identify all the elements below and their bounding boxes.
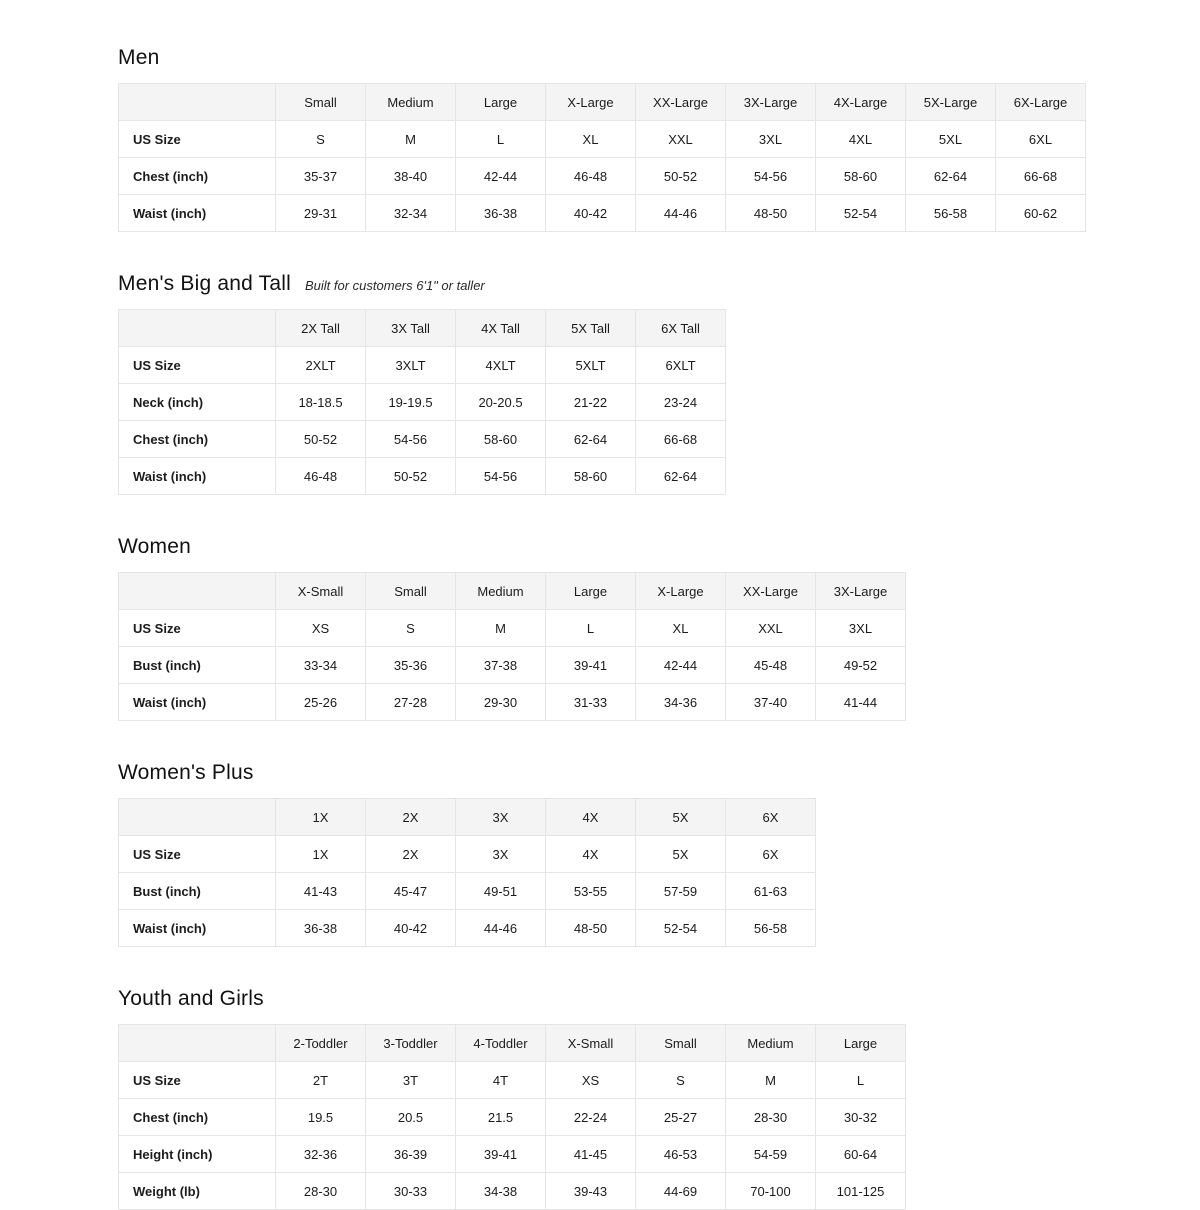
size-value-cell: 4T [456, 1062, 546, 1099]
row-label: Waist (inch) [119, 684, 276, 721]
size-value-cell: 3T [366, 1062, 456, 1099]
column-header: XX-Large [726, 573, 816, 610]
row-label: Chest (inch) [119, 421, 276, 458]
size-value-cell: S [366, 610, 456, 647]
size-value-cell: 37-38 [456, 647, 546, 684]
size-value-cell: 2T [276, 1062, 366, 1099]
size-value-cell: 44-46 [456, 910, 546, 947]
size-value-cell: S [276, 121, 366, 158]
row-label: Waist (inch) [119, 910, 276, 947]
column-header: X-Small [276, 573, 366, 610]
size-value-cell: 4XL [816, 121, 906, 158]
row-label: Bust (inch) [119, 873, 276, 910]
size-value-cell: 2XLT [276, 347, 366, 384]
column-header: 5X-Large [906, 84, 996, 121]
size-value-cell: 3XL [726, 121, 816, 158]
size-value-cell: 48-50 [546, 910, 636, 947]
column-header: 5X [636, 799, 726, 836]
section-title-row [118, 272, 1200, 296]
size-value-cell: 60-62 [996, 195, 1086, 232]
header-corner-cell [119, 573, 276, 610]
size-table [118, 572, 906, 721]
size-value-cell: 66-68 [996, 158, 1086, 195]
size-value-cell: 36-38 [456, 195, 546, 232]
size-value-cell: 61-63 [726, 873, 816, 910]
row-label: Bust (inch) [119, 647, 276, 684]
row-label: US Size [119, 347, 276, 384]
size-value-cell: 56-58 [726, 910, 816, 947]
table-row [119, 158, 1086, 195]
section-subtitle: Built for customers 6'1" or taller [304, 278, 485, 293]
size-value-cell: 57-59 [636, 873, 726, 910]
header-row [119, 84, 1086, 121]
column-header: 1X [276, 799, 366, 836]
column-header: X-Large [636, 573, 726, 610]
row-label: Chest (inch) [119, 158, 276, 195]
column-header: Large [816, 1025, 906, 1062]
size-table [118, 1024, 906, 1210]
size-value-cell: 54-56 [366, 421, 456, 458]
header-corner-cell [119, 84, 276, 121]
header-corner-cell [119, 310, 276, 347]
column-header: Small [276, 84, 366, 121]
size-value-cell: 6XLT [636, 347, 726, 384]
column-header: Medium [456, 573, 546, 610]
size-value-cell: 46-48 [276, 458, 366, 495]
size-value-cell: 39-41 [456, 1136, 546, 1173]
section-title-row [118, 987, 1200, 1011]
row-label: Waist (inch) [119, 195, 276, 232]
size-value-cell: 34-36 [636, 684, 726, 721]
size-value-cell: 70-100 [726, 1173, 816, 1210]
table-row [119, 684, 906, 721]
column-header: 2-Toddler [276, 1025, 366, 1062]
size-value-cell: 50-52 [366, 458, 456, 495]
size-value-cell: 39-43 [546, 1173, 636, 1210]
size-table [118, 83, 1086, 232]
size-value-cell: 54-56 [456, 458, 546, 495]
column-header: 2X Tall [276, 310, 366, 347]
row-label: Neck (inch) [119, 384, 276, 421]
size-value-cell: 52-54 [816, 195, 906, 232]
size-value-cell: 30-32 [816, 1099, 906, 1136]
size-value-cell: XXL [636, 121, 726, 158]
size-value-cell: 27-28 [366, 684, 456, 721]
size-value-cell: 50-52 [276, 421, 366, 458]
table-row [119, 610, 906, 647]
table-row [119, 421, 726, 458]
table-row [119, 1062, 906, 1099]
size-value-cell: 3XLT [366, 347, 456, 384]
size-value-cell: 42-44 [456, 158, 546, 195]
table-row [119, 458, 726, 495]
size-value-cell: 46-48 [546, 158, 636, 195]
column-header: 3-Toddler [366, 1025, 456, 1062]
row-label: Chest (inch) [119, 1099, 276, 1136]
size-value-cell: 25-27 [636, 1099, 726, 1136]
size-value-cell: 21-22 [546, 384, 636, 421]
row-label: US Size [119, 610, 276, 647]
size-value-cell: 49-51 [456, 873, 546, 910]
size-value-cell: L [816, 1062, 906, 1099]
size-value-cell: 3XL [816, 610, 906, 647]
column-header: Small [636, 1025, 726, 1062]
column-header: 2X [366, 799, 456, 836]
size-value-cell: 53-55 [546, 873, 636, 910]
size-value-cell: 32-34 [366, 195, 456, 232]
column-header: 4X-Large [816, 84, 906, 121]
size-value-cell: 45-47 [366, 873, 456, 910]
table-row [119, 647, 906, 684]
size-table [118, 798, 816, 947]
size-value-cell: 5XLT [546, 347, 636, 384]
header-corner-cell [119, 1025, 276, 1062]
size-value-cell: 22-24 [546, 1099, 636, 1136]
table-row [119, 1136, 906, 1173]
size-value-cell: 6XL [996, 121, 1086, 158]
column-header: 4-Toddler [456, 1025, 546, 1062]
size-value-cell: 33-34 [276, 647, 366, 684]
size-value-cell: 2X [366, 836, 456, 873]
size-value-cell: 56-58 [906, 195, 996, 232]
size-value-cell: 18-18.5 [276, 384, 366, 421]
size-chart-section [118, 761, 1200, 947]
size-value-cell: 29-31 [276, 195, 366, 232]
size-value-cell: 41-43 [276, 873, 366, 910]
size-value-cell: 20.5 [366, 1099, 456, 1136]
size-value-cell: 45-48 [726, 647, 816, 684]
size-value-cell: L [456, 121, 546, 158]
column-header: Medium [726, 1025, 816, 1062]
table-row [119, 873, 816, 910]
size-value-cell: 38-40 [366, 158, 456, 195]
size-value-cell: 50-52 [636, 158, 726, 195]
table-row [119, 910, 816, 947]
size-value-cell: 58-60 [816, 158, 906, 195]
row-label: US Size [119, 121, 276, 158]
size-value-cell: 34-38 [456, 1173, 546, 1210]
size-chart-section [118, 987, 1200, 1210]
size-value-cell: 44-46 [636, 195, 726, 232]
header-row [119, 310, 726, 347]
column-header: 3X [456, 799, 546, 836]
size-chart-section [118, 46, 1200, 232]
size-value-cell: 36-39 [366, 1136, 456, 1173]
size-value-cell: 46-53 [636, 1136, 726, 1173]
size-value-cell: 44-69 [636, 1173, 726, 1210]
size-value-cell: 5X [636, 836, 726, 873]
size-value-cell: XS [546, 1062, 636, 1099]
size-value-cell: 31-33 [546, 684, 636, 721]
size-value-cell: 58-60 [456, 421, 546, 458]
section-title: Youth and Girls [118, 987, 264, 1010]
table-row [119, 384, 726, 421]
size-chart-section [118, 272, 1200, 495]
column-header: Small [366, 573, 456, 610]
header-row [119, 573, 906, 610]
table-row [119, 121, 1086, 158]
column-header: 6X [726, 799, 816, 836]
column-header: 4X Tall [456, 310, 546, 347]
table-row [119, 836, 816, 873]
column-header: XX-Large [636, 84, 726, 121]
size-value-cell: 49-52 [816, 647, 906, 684]
size-value-cell: 40-42 [546, 195, 636, 232]
section-title-row [118, 535, 1200, 559]
size-value-cell: 42-44 [636, 647, 726, 684]
column-header: 3X-Large [726, 84, 816, 121]
size-value-cell: 4X [546, 836, 636, 873]
row-label: Height (inch) [119, 1136, 276, 1173]
section-title: Women's Plus [118, 761, 254, 784]
size-value-cell: XXL [726, 610, 816, 647]
header-corner-cell [119, 799, 276, 836]
size-value-cell: 19.5 [276, 1099, 366, 1136]
size-value-cell: 4XLT [456, 347, 546, 384]
size-value-cell: 54-59 [726, 1136, 816, 1173]
size-value-cell: 36-38 [276, 910, 366, 947]
size-value-cell: 62-64 [636, 458, 726, 495]
size-value-cell: 58-60 [546, 458, 636, 495]
row-label: US Size [119, 1062, 276, 1099]
table-row [119, 347, 726, 384]
size-value-cell: 6X [726, 836, 816, 873]
size-value-cell: 60-64 [816, 1136, 906, 1173]
row-label: US Size [119, 836, 276, 873]
size-value-cell: 62-64 [546, 421, 636, 458]
size-value-cell: 35-37 [276, 158, 366, 195]
size-value-cell: 19-19.5 [366, 384, 456, 421]
section-title: Women [118, 535, 191, 558]
size-value-cell: 32-36 [276, 1136, 366, 1173]
size-value-cell: 66-68 [636, 421, 726, 458]
size-value-cell: 29-30 [456, 684, 546, 721]
size-value-cell: 52-54 [636, 910, 726, 947]
table-row [119, 1099, 906, 1136]
column-header: Medium [366, 84, 456, 121]
table-row [119, 195, 1086, 232]
column-header: 5X Tall [546, 310, 636, 347]
size-value-cell: 28-30 [726, 1099, 816, 1136]
size-table [118, 309, 726, 495]
column-header: Large [546, 573, 636, 610]
size-value-cell: 30-33 [366, 1173, 456, 1210]
section-title-row [118, 46, 1200, 70]
row-label: Waist (inch) [119, 458, 276, 495]
header-row [119, 799, 816, 836]
size-value-cell: 54-56 [726, 158, 816, 195]
column-header: 4X [546, 799, 636, 836]
size-value-cell: S [636, 1062, 726, 1099]
size-value-cell: 1X [276, 836, 366, 873]
size-value-cell: 41-45 [546, 1136, 636, 1173]
size-value-cell: 28-30 [276, 1173, 366, 1210]
size-value-cell: 3X [456, 836, 546, 873]
column-header: 6X-Large [996, 84, 1086, 121]
size-value-cell: M [366, 121, 456, 158]
size-value-cell: 62-64 [906, 158, 996, 195]
size-value-cell: 39-41 [546, 647, 636, 684]
size-value-cell: L [546, 610, 636, 647]
table-row [119, 1173, 906, 1210]
header-row [119, 1025, 906, 1062]
size-value-cell: 25-26 [276, 684, 366, 721]
size-value-cell: XS [276, 610, 366, 647]
column-header: 3X-Large [816, 573, 906, 610]
row-label: Weight (lb) [119, 1173, 276, 1210]
column-header: X-Small [546, 1025, 636, 1062]
size-value-cell: M [456, 610, 546, 647]
size-value-cell: 21.5 [456, 1099, 546, 1136]
column-header: X-Large [546, 84, 636, 121]
size-chart-section [118, 535, 1200, 721]
size-value-cell: 23-24 [636, 384, 726, 421]
section-title: Men's Big and Tall [118, 272, 291, 295]
section-title-row [118, 761, 1200, 785]
size-value-cell: XL [636, 610, 726, 647]
size-value-cell: 41-44 [816, 684, 906, 721]
column-header: Large [456, 84, 546, 121]
size-value-cell: 48-50 [726, 195, 816, 232]
column-header: 6X Tall [636, 310, 726, 347]
column-header: 3X Tall [366, 310, 456, 347]
section-title: Men [118, 46, 160, 69]
size-value-cell: 37-40 [726, 684, 816, 721]
size-value-cell: 5XL [906, 121, 996, 158]
size-value-cell: M [726, 1062, 816, 1099]
size-value-cell: 40-42 [366, 910, 456, 947]
size-value-cell: 20-20.5 [456, 384, 546, 421]
size-value-cell: XL [546, 121, 636, 158]
size-value-cell: 35-36 [366, 647, 456, 684]
size-value-cell: 101-125 [816, 1173, 906, 1210]
